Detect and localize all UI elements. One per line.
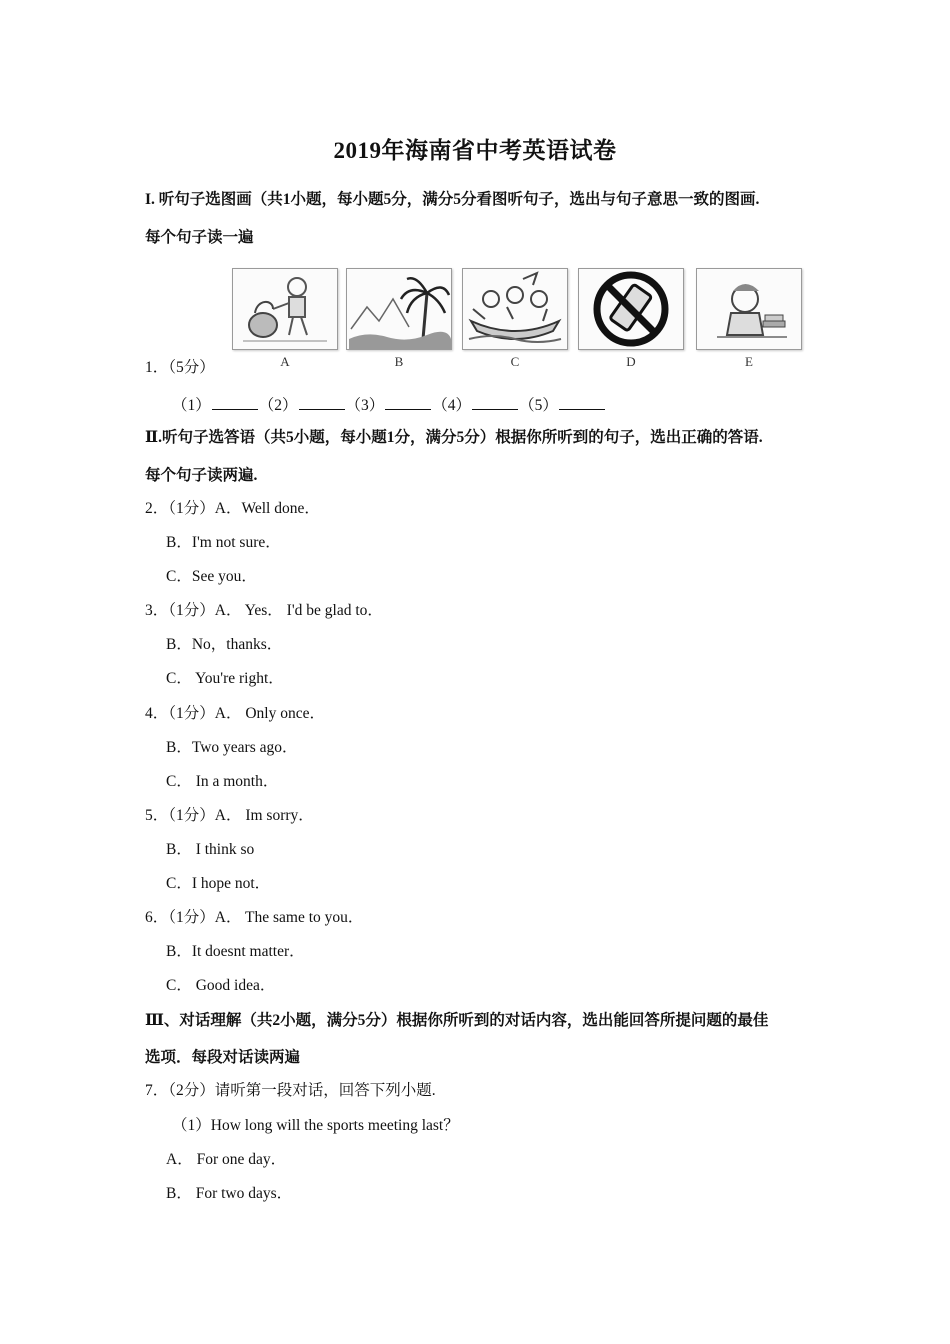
picture-c-label: C: [510, 354, 520, 369]
no-phone-icon: [579, 269, 683, 349]
section2-heading-cont: 每个句子读两遍.: [145, 467, 258, 484]
question-5-option-a: 5．（1分）A． Im sorry．: [145, 807, 314, 824]
question-6-option-c: C． Good idea．: [166, 977, 276, 994]
picture-b: [346, 268, 452, 370]
picture-options: [232, 268, 804, 372]
answer-blank-2[interactable]: [299, 395, 345, 410]
section1-heading: I. 听句子选图画（共1小题，每小题5分，满分5分看图听句子，选出与句子意思一致的图画.: [145, 191, 760, 208]
picture-a-label: A: [280, 354, 290, 369]
question-2-option-a: 2．（1分）A．Well done．: [145, 500, 320, 517]
question-3-option-a: 3．（1分）A． Yes． I'd be glad to．: [145, 602, 383, 619]
blank-label-5: （5）: [519, 397, 558, 414]
question-7-sub-1: （1）How long will the sports meeting last？: [172, 1117, 459, 1134]
answer-blank-3[interactable]: [385, 395, 431, 410]
question-3-option-c: C． You're right．: [166, 670, 284, 687]
question-5-option-b: B． I think so: [166, 841, 255, 858]
question-6-option-a: 6．（1分）A． The same to you．: [145, 909, 364, 926]
question-4-option-c: C． In a month．: [166, 773, 279, 790]
question-1-label: 1．（5分）: [145, 359, 215, 376]
question-7-label: 7．（2分）请听第一段对话，回答下列小题.: [145, 1082, 436, 1099]
blank-label-4: （4）: [432, 397, 472, 414]
picture-e-label: E: [745, 354, 753, 369]
question-6-option-b: B．It doesnt matter．: [166, 943, 305, 960]
page-title: 2019年海南省中考英语试卷: [333, 138, 617, 163]
question-7-option-b: B． For two days．: [166, 1185, 293, 1202]
children-dragon-boat-icon: [463, 269, 567, 349]
question-7-option-a: A． For one day．: [166, 1151, 287, 1168]
answer-blank-4[interactable]: [472, 395, 518, 410]
question-4-option-a: 4．（1分）A． Only once．: [145, 705, 325, 722]
answer-blank-1[interactable]: [212, 395, 258, 410]
section3-heading: Ⅲ、对话理解（共2小题，满分5分）根据你所听到的对话内容，选出能回答所提问题的最佳: [145, 1012, 769, 1029]
child-studying-icon: [697, 269, 801, 349]
picture-e: [696, 268, 802, 370]
robot-vacuum-icon: [233, 269, 337, 349]
section3-heading-cont: 选项．每段对话读两遍: [145, 1049, 301, 1066]
blank-row: [172, 395, 606, 416]
blank-label-1: （1）: [172, 397, 211, 414]
question-5-option-c: C．I hope not．: [166, 875, 271, 892]
blank-label-2: （2）: [258, 397, 298, 414]
picture-a: [232, 268, 338, 370]
question-3-option-b: B．No，thanks．: [166, 636, 283, 653]
blank-label-3: （3）: [345, 397, 385, 414]
picture-d: [578, 268, 684, 370]
section1-heading-cont: 每个句子读一遍: [145, 229, 254, 246]
section2-heading: Ⅱ.听句子选答语（共5小题，每小题1分，满分5分）根据你所听到的句子，选出正确的答语.: [145, 429, 763, 446]
question-2-option-b: B．I'm not sure．: [166, 534, 281, 551]
picture-d-label: D: [626, 354, 636, 369]
picture-c: [462, 268, 568, 370]
picture-b-label: B: [394, 354, 404, 369]
question-2-option-c: C．See you．: [166, 568, 257, 585]
palm-tree-landscape-icon: [347, 269, 451, 349]
question-4-option-b: B．Two years ago．: [166, 739, 298, 756]
answer-blank-5[interactable]: [559, 395, 605, 410]
